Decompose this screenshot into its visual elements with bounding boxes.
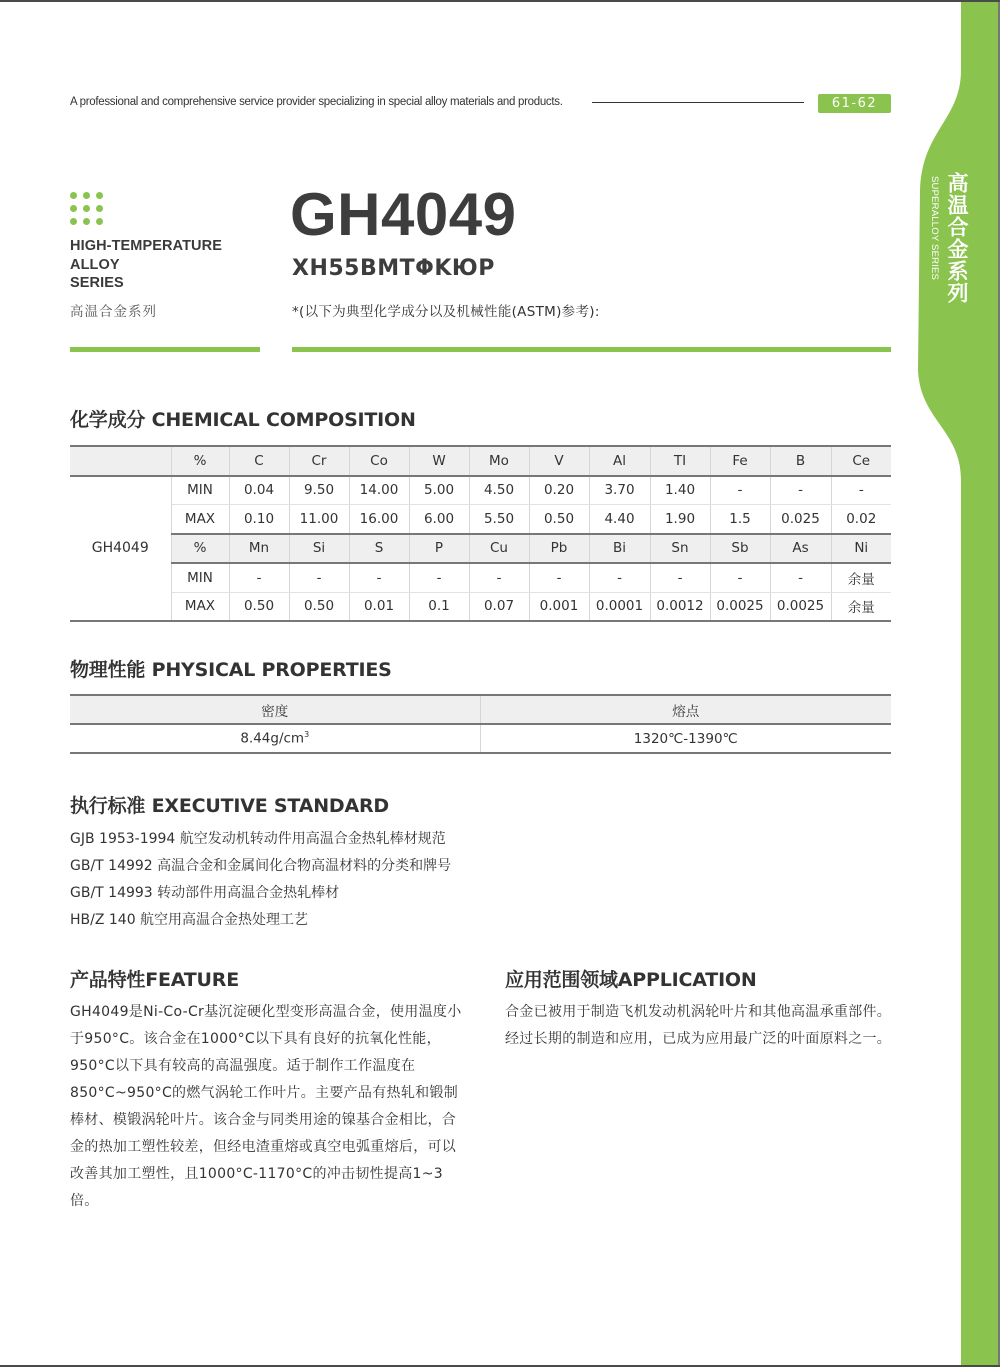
value-cell: 3.70 (589, 476, 650, 505)
value-cell: 0.0012 (650, 592, 710, 621)
series-title-en: HIGH-TEMPERATURE ALLOY SERIES (70, 238, 222, 291)
side-tab-title-cn: 高温合金系列 (945, 172, 969, 304)
value-cell: - (650, 563, 710, 592)
header-rule (592, 102, 804, 103)
element-header-cell: Sb (710, 534, 770, 564)
physical-table (70, 694, 891, 754)
value-cell: 0.025 (770, 505, 831, 534)
element-header-cell: Sn (650, 534, 710, 564)
element-header-cell: Al (589, 446, 650, 476)
value-cell: 余量 (831, 592, 891, 621)
value-cell: 余量 (831, 563, 891, 592)
standard-item: GB/T 14993 转动部件用高温合金热轧棒材 (70, 885, 340, 901)
value-cell: - (770, 476, 831, 505)
feature-heading: 产品特性FEATURE (70, 969, 239, 991)
value-cell: 0.07 (469, 592, 529, 621)
standard-item: GJB 1953-1994 航空发动机转动件用高温合金热轧棒材规范 (70, 831, 446, 847)
unit-header-cell: % (171, 446, 229, 476)
value-cell: 0.0025 (770, 592, 831, 621)
value-cell: - (589, 563, 650, 592)
value-cell: - (831, 476, 891, 505)
series-title-cn: 高温合金系列 (70, 304, 157, 320)
element-header-cell: Cu (469, 534, 529, 564)
value-cell: 4.50 (469, 476, 529, 505)
element-header-cell: Bi (589, 534, 650, 564)
density-value: $8.44g/cm^3$ (70, 724, 480, 753)
value-cell: - (529, 563, 589, 592)
value-cell: 0.50 (529, 505, 589, 534)
value-cell: 11.00 (289, 505, 349, 534)
density-exponent: 3 (304, 730, 310, 740)
element-header-cell: Si (289, 534, 349, 564)
application-text: 合金已被用于制造飞机发动机涡轮叶片和其他高温承重部件。经过长期的制造和应用，已成为应用最广泛的叶面原料之一。 (505, 1004, 892, 1047)
limit-label-cell: MIN (171, 563, 229, 592)
element-header-cell: Co (349, 446, 409, 476)
standard-item: GB/T 14992 高温合金和金属间化合物高温材料的分类和牌号 (70, 858, 452, 874)
value-cell: - (770, 563, 831, 592)
green-rule-right (292, 347, 891, 352)
chemical-data-row (70, 505, 891, 534)
chemical-heading: 化学成分 CHEMICAL COMPOSITION (70, 409, 416, 431)
value-cell: 0.10 (229, 505, 289, 534)
table-corner-cell (70, 446, 171, 476)
green-rule-left (70, 347, 260, 352)
product-grade-title: GH4049 (290, 181, 517, 248)
limit-label-cell: MAX (171, 505, 229, 534)
value-cell: 0.20 (529, 476, 589, 505)
limit-label-cell: MAX (171, 592, 229, 621)
value-cell: 0.50 (229, 592, 289, 621)
value-cell: 0.01 (349, 592, 409, 621)
value-cell: 4.40 (589, 505, 650, 534)
side-tab-title-en: SUPERALLOY SERIES (929, 176, 940, 281)
element-header-cell: Mn (229, 534, 289, 564)
value-cell: - (710, 563, 770, 592)
value-cell: 14.00 (349, 476, 409, 505)
value-cell: 0.02 (831, 505, 891, 534)
value-cell: 1.40 (650, 476, 710, 505)
page-top-edge (0, 0, 1000, 2)
element-header-cell: Fe (710, 446, 770, 476)
value-cell: - (289, 563, 349, 592)
value-cell: 0.0025 (710, 592, 770, 621)
grade-label-cell: GH4049 (70, 476, 171, 622)
value-cell: - (409, 563, 469, 592)
element-header-cell: Mo (469, 446, 529, 476)
value-cell: 5.50 (469, 505, 529, 534)
value-cell: 0.001 (529, 592, 589, 621)
chemical-data-row (70, 563, 891, 592)
element-header-cell: TI (650, 446, 710, 476)
chemical-table (70, 445, 891, 622)
element-header-cell: S (349, 534, 409, 564)
chemical-data-row (70, 592, 891, 621)
value-cell: - (349, 563, 409, 592)
value-cell: 0.1 (409, 592, 469, 621)
chemical-header-row (70, 446, 891, 476)
value-cell: 1.5 (710, 505, 770, 534)
physical-heading: 物理性能 PHYSICAL PROPERTIES (70, 659, 392, 681)
limit-label-cell: MIN (171, 476, 229, 505)
element-header-cell: B (770, 446, 831, 476)
value-cell: 0.50 (289, 592, 349, 621)
value-cell: - (469, 563, 529, 592)
page-number-badge: 61-62 (818, 94, 891, 113)
value-cell: - (710, 476, 770, 505)
value-cell: 0.04 (229, 476, 289, 505)
element-header-cell: P (409, 534, 469, 564)
value-cell: 9.50 (289, 476, 349, 505)
value-cell: - (229, 563, 289, 592)
header-tagline: A professional and comprehensive service provider specializing in special alloy materials and products. (70, 96, 563, 108)
physical-header-row (70, 695, 891, 724)
element-header-cell: C (229, 446, 289, 476)
element-header-cell: Ni (831, 534, 891, 564)
product-note: *(以下为典型化学成分以及机械性能(ASTM)参考): (292, 304, 600, 320)
element-header-cell: W (409, 446, 469, 476)
value-cell: 6.00 (409, 505, 469, 534)
chemical-header-row (70, 534, 891, 564)
standards-heading: 执行标准 EXECUTIVE STANDARD (70, 795, 389, 817)
value-cell: 1.90 (650, 505, 710, 534)
value-cell: 16.00 (349, 505, 409, 534)
element-header-cell: Cr (289, 446, 349, 476)
product-alias: XH55BMTΦKЮP (292, 256, 495, 281)
element-header-cell: As (770, 534, 831, 564)
element-header-cell: V (529, 446, 589, 476)
value-cell: 5.00 (409, 476, 469, 505)
density-header: 密度 (70, 695, 480, 724)
standards-list (70, 826, 451, 934)
dot-grid-icon (70, 192, 106, 228)
chemical-data-row (70, 476, 891, 505)
value-cell: 0.0001 (589, 592, 650, 621)
element-header-cell: Pb (529, 534, 589, 564)
feature-text: GH4049是Ni-Co-Cr基沉淀硬化型变形高温合金，使用温度小于950°C。该合金在1000°C以下具有良好的抗氧化性能，950°C以下具有较高的高温强度。适于制作工作温度在850°C~950°C的燃气涡轮工作叶片。主要产品有热轧和锻制棒材、模锻涡轮叶片。该合金与同类用途的镍基合金相比，合金的热加工塑性较差，但经电渣重熔或真空电弧重熔后，可以改善其加工塑性，且1000°C-1170°C的冲击韧性提高1~3倍。 (70, 1004, 462, 1209)
application-heading: 应用范围领域APPLICATION (505, 969, 757, 991)
physical-value-row (70, 724, 891, 753)
standard-item: HB/Z 140 航空用高温合金热处理工艺 (70, 912, 309, 928)
element-header-cell: Ce (831, 446, 891, 476)
melting-point-value: 1320℃-1390℃ (480, 724, 891, 753)
melting-point-header: 熔点 (480, 695, 891, 724)
unit-header-cell: % (171, 534, 229, 564)
